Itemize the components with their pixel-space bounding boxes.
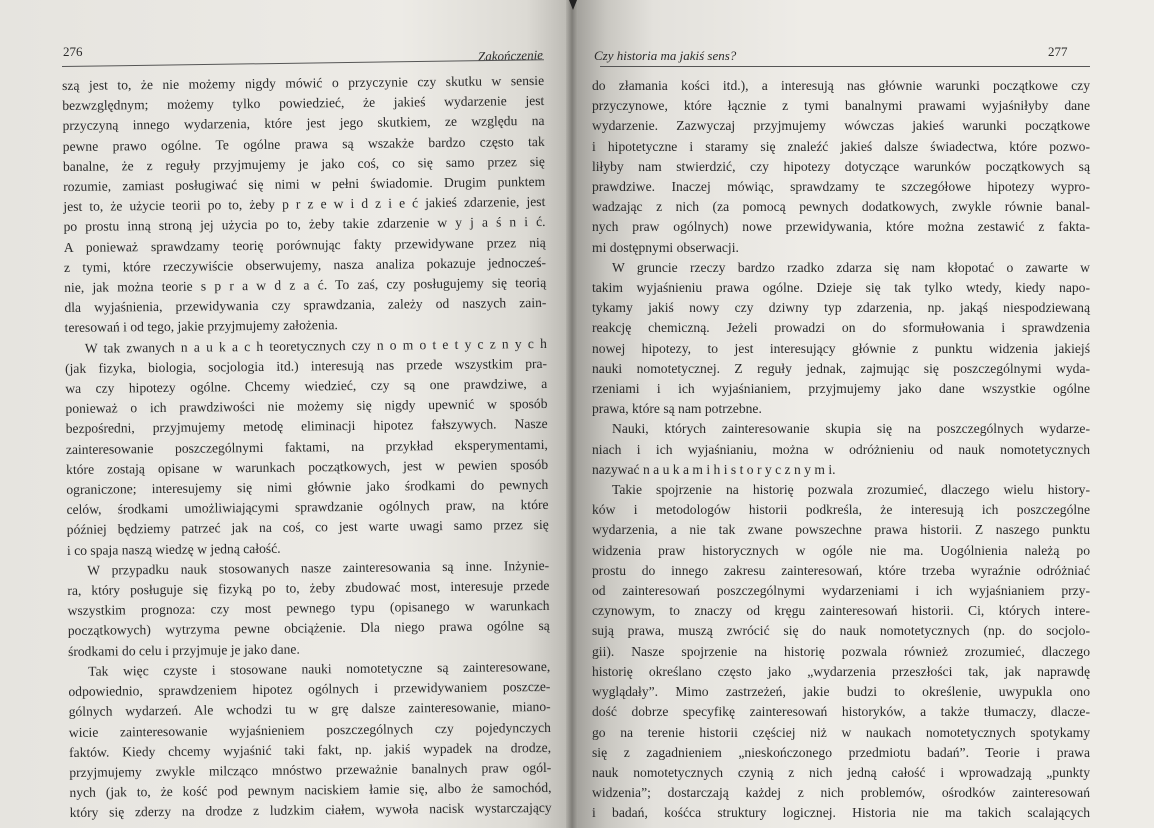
text-line: wyglądały”. Mimo zastrzeżeń, jakie budzi to określenie, uwypukla ono — [592, 684, 1090, 700]
text-line: przyczynowe, które łącznie z tymi banalnymi prawami wyjaśniłyby dane — [592, 98, 1090, 114]
text-line: po prostu inną stroną jej użycia po to, żeby takie zdarzenie w y j a ś n i ć. — [63, 214, 546, 235]
text-line: W tak zwanych n a u k a c h teoretycznych czy n o m o t e t y c z n y c h — [84, 335, 547, 356]
text-line: takim wyjaśnieniu prawa ogólne. Dzieje się tak tylko wtedy, kiedy napo- — [592, 280, 1090, 296]
text-line: historię określano często jako „wydarzenia przeszłości tak, jak naprawdę — [592, 663, 1090, 679]
text-line: rozumie, zamiast posługiwać się nimi w pełni świadomie. Drugim punktem — [63, 173, 546, 195]
text-line: nie, jak można teorie s p r a w d z a ć. To zaś, czy posługujemy się teorią — [64, 274, 547, 296]
text-line: (jak fizyka, biologia, socjologia itd.) interesują nas przede wszystkim pra- — [64, 355, 548, 376]
text-line: rzeniami i ich wyjaśnianiem, przyjmujemy jako dane wszystkie ogólne — [592, 381, 1090, 397]
text-line: ponieważ o ich prawdziwości nie możemy się nigdy upewnić w sposób — [65, 396, 548, 417]
text-line: wszystkim prognoza: czy most pewnego typu (opisanego w warunkach — [67, 598, 550, 619]
text-line: dla wyjaśnienia, przewidywania czy sprawdzania, zależy od naszych zain- — [64, 295, 547, 316]
text-line: od zainteresowań poszczególnymi wydarzeniami i ich wyjaśnianiem przy- — [592, 583, 1090, 599]
bookmark-ribbon — [569, 0, 577, 10]
text-line: liłyby nam stwierdzić, czy hipotezy dotyczące warunków początkowych są — [592, 158, 1090, 174]
text-line: początkowych) wytrzyma pewne obciążenie. Dla niego prawa ogólne są — [67, 618, 550, 639]
text-line: ra, który posługuje się fizyką po to, żeby zbudować most, interesuje przede — [67, 578, 550, 599]
text-line: który się zderzy na drodze z ludzkim ciałem, wywoła nacisk wystarczający — [69, 800, 552, 821]
text-line: wicie zainteresowanie wyjaśnieniem poszczególnych czy pojedynczych — [68, 719, 551, 740]
text-line: go na terenie historii częściej niż w naukach nomotetycznych spotykamy — [592, 724, 1090, 740]
text-line: dość dobrze specyfikę zainteresowań historyków, a także tłumaczy, dlacze- — [592, 704, 1090, 720]
text-line: gii). Nasze spojrzenie na historię pozwala również zrozumieć, dlaczego — [592, 643, 1090, 659]
text-line: i hipotetyczne i staramy się znaleźć jakieś dalsze świadectwa, które pozwo- — [592, 138, 1090, 154]
text-line: niach i ich wyjaśnianiu, można w odróżnieniu od nauk nomotetycznych — [592, 441, 1090, 457]
right-page — [572, 0, 1154, 828]
right-header-rule — [600, 66, 1090, 67]
text-line: bezwzględnym; możemy tylko powiedzieć, że jakieś wydarzenie jest — [62, 93, 545, 114]
right-page-text — [592, 76, 1090, 824]
text-line: Takie spojrzenie na historię pozwala zrozumieć, dlaczego wielu history- — [612, 482, 1090, 498]
text-line: do złamania kości itd.), a interesują nas głównie warunki początkowe czy — [592, 78, 1090, 93]
text-line: gólnych wydarzeń. Ale wchodzi tu w grę dalsze zainteresowanie, miano- — [68, 699, 551, 720]
text-line: Tak więc czyste i stosowane nauki nomotetyczne są zainteresowane, — [88, 658, 551, 679]
text-line: prawdziwe. Inaczej mówiąc, sprawdzamy te szczegółowe hipotezy wypro- — [592, 179, 1090, 195]
text-line: tykamy jakiś nowy czy dziwny typ zdarzenia, np. jakąś niespodziewaną — [592, 300, 1090, 316]
text-line: odpowiednio, sprawdzeniem hipotez ogólnych i przewidywaniem poszcze- — [68, 679, 551, 700]
text-line: przyczyną innego wydarzenia, które jest jego skutkiem, ze względu na — [62, 113, 545, 134]
text-line: wadzając z nich (za pomocą pewnych dodatkowych, zwykle równie banal- — [592, 199, 1090, 215]
text-line: mi dostępnymi obserwacji. — [592, 239, 739, 255]
text-line: W gruncie rzeczy bardzo rzadko zdarza się nam kłopotać o zawarte w — [612, 259, 1090, 275]
text-line: ograniczone; interesujemy się nimi głównie jako środkami do pewnych — [66, 476, 549, 498]
text-line: ków i metodologów historii podkreśla, że interesują ich poszczególne — [592, 502, 1090, 518]
text-line: widzenia”; dostarczają każdej z nich problemów, ośrodków zainteresowań — [592, 785, 1090, 801]
text-line: sują prawa, muszą zwrócić się do nauk nomotetycznych (np. do socjolo- — [592, 623, 1090, 639]
left-page-number: 276 — [63, 44, 83, 59]
left-page — [0, 0, 572, 828]
text-line: jest to, że użycie teorii po to, żeby p r z e w i d z i e ć jakieś zdarzenie, jest — [63, 194, 546, 215]
text-line: nych (jak to, że kość pod pewnym naciskiem łamie się, albo że samochód, — [69, 780, 552, 801]
text-line: pewne prawo ogólne. Te ogólne prawa są wszakże bardzo często tak — [62, 133, 545, 154]
text-line: wa czy hipotezy ogólne. Chcemy wiedzieć, czy są one prawdziwe, a — [65, 375, 548, 397]
book-gutter — [566, 0, 578, 828]
text-line: nauk nomotetycznych czynią z nich jedną całość i wprowadzają „punkty — [592, 764, 1090, 780]
text-line: szą jest to, że nie możemy nigdy mówić o przyczynie czy skutku w sensie — [62, 72, 545, 93]
text-line: widzenia praw historycznych w ogóle nie ma. Uogólnienia należą po — [592, 542, 1090, 558]
text-line: faktów. Kiedy chcemy wyjaśnić taki fakt, np. jakiś wypadek na drodze, — [69, 739, 552, 760]
text-line: się z zagadnieniem „nieskończonego przedmiotu badań”. Teorie i prawa — [592, 744, 1090, 760]
text-line: z tymi, które rzeczywiście obserwujemy, nasza analiza pokazuje jednocześ- — [63, 254, 547, 275]
right-page-number: 277 — [1048, 44, 1068, 59]
text-line: środkami do celu i przyjmuje je jako dane. — [67, 641, 300, 659]
text-line: i co spaja naszą wiedzę w jedną całość. — [66, 540, 281, 558]
text-line: nazywać n a u k a m i h i s t o r y c z n y m i. — [592, 461, 836, 477]
text-line: teresowań i od tego, jakie przyjmujemy założenia. — [64, 317, 338, 336]
text-line: nauki nomotetycznej. Z reguły jednak, zajmując się poszczególnymi wyda- — [592, 360, 1090, 376]
text-line: prostu do innego zakresu zainteresowań, które trzeba wyraźnie odróżniać — [592, 562, 1090, 578]
text-line: przyjmujemy zwykle milcząco mnóstwo przeważnie banalnych praw ogól- — [69, 759, 552, 780]
text-line: później będziemy patrzeć jak na coś, co jest warte uwagi samo przez się — [66, 517, 549, 538]
text-line: reakcję chemiczną. Jeżeli prowadzi on do sformułowania i sprawdzenia — [592, 320, 1090, 336]
text-line: nych praw ogólnych) nowe przewidywania, które można zestawić z fakta- — [592, 219, 1090, 235]
text-line: celów, środkami umożliwiającymi sprawdzanie ogólnych praw, na które — [66, 497, 549, 518]
text-line: zainteresowanie poszczególnymi faktami, na przykład eksperymentami, — [65, 436, 548, 457]
text-line: czynowym, to znaczy od kręgu zainteresowań historii. Ci, których intere- — [592, 603, 1090, 619]
left-running-header: Zakończenie — [477, 47, 544, 64]
text-line: wydarzenie. Zazwyczaj przyjmujemy wówczas jakieś warunki początkowe — [592, 118, 1090, 134]
text-line: A ponieważ sprawdzamy teorię porównując fakty przewidywane przez nią — [63, 234, 546, 255]
text-line: nowej hipotezy, to jest interesujący głównie z punktu widzenia jakiejś — [592, 340, 1090, 356]
right-running-header: Czy historia ma jakiś sens? — [594, 48, 737, 63]
left-header-rule — [62, 59, 544, 67]
left-page-text — [62, 71, 552, 824]
text-line: i badań, kośćca struktury logicznej. Historia nie ma takich scalających — [592, 805, 1090, 821]
text-line: Nauki, których zainteresowanie skupia się na poszczególnych wydarze- — [612, 421, 1090, 437]
text-line: prawa, które są nam potrzebne. — [592, 401, 762, 417]
text-line: które zostają opisane w warunkach początkowych, jest w pewien sposób — [66, 456, 549, 477]
text-line: wydarzenia, a nie tak zwane powszechne prawa historii. Z naszego punktu — [592, 522, 1090, 538]
text-line: banalne, że z reguły przyjmujemy je jako coś, co się samo przez się — [62, 153, 545, 174]
text-line: W przypadku nauk stosowanych nasze zainteresowania są inne. Inżynie- — [87, 557, 550, 578]
text-line: bezpośredni, przyjmujemy metodę eliminacji hipotez fałszywych. Nasze — [65, 416, 548, 437]
